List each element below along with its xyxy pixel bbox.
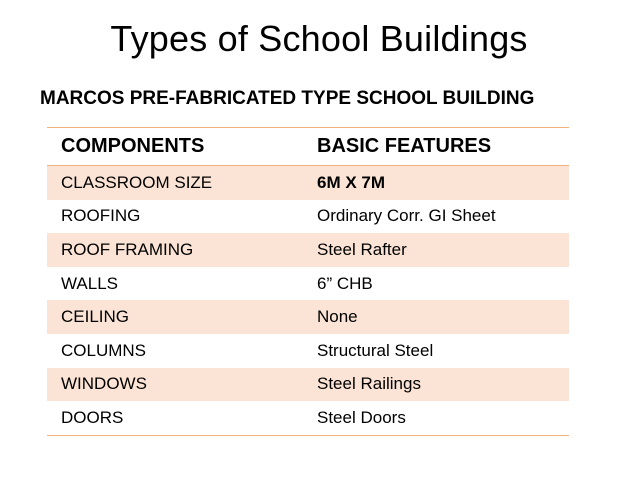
features-table [47,127,569,436]
feature-cell: Steel Railings [317,374,421,394]
table-row [47,166,569,200]
table-row [47,334,569,368]
table-header-row [47,128,569,166]
header-features: BASIC FEATURES [317,135,492,157]
slide-subtitle: MARCOS PRE-FABRICATED TYPE SCHOOL BUILDING [40,88,535,109]
component-cell: ROOFING [61,206,141,226]
feature-cell: Steel Doors [317,407,406,427]
slide-title: Types of School Buildings [110,18,528,59]
feature-cell: 6” CHB [317,273,373,293]
component-cell: CLASSROOM SIZE [61,172,213,192]
component-cell: WINDOWS [61,374,147,394]
table-row [47,401,569,435]
table-row [47,200,569,234]
component-cell: COLUMNS [61,340,147,360]
component-cell: CEILING [61,307,130,327]
table-row [47,368,569,402]
table-row [47,300,569,334]
table-row [47,233,569,267]
feature-cell: Structural Steel [317,340,434,360]
feature-cell: None [317,307,358,327]
component-cell: DOORS [61,407,124,427]
header-components: COMPONENTS [61,135,205,157]
feature-cell: Steel Rafter [317,239,407,259]
component-cell: ROOF FRAMING [61,239,194,259]
feature-cell: 6M X 7M [317,172,386,192]
table-row [47,267,569,301]
component-cell: WALLS [61,273,119,293]
feature-cell: Ordinary Corr. GI Sheet [317,206,496,226]
